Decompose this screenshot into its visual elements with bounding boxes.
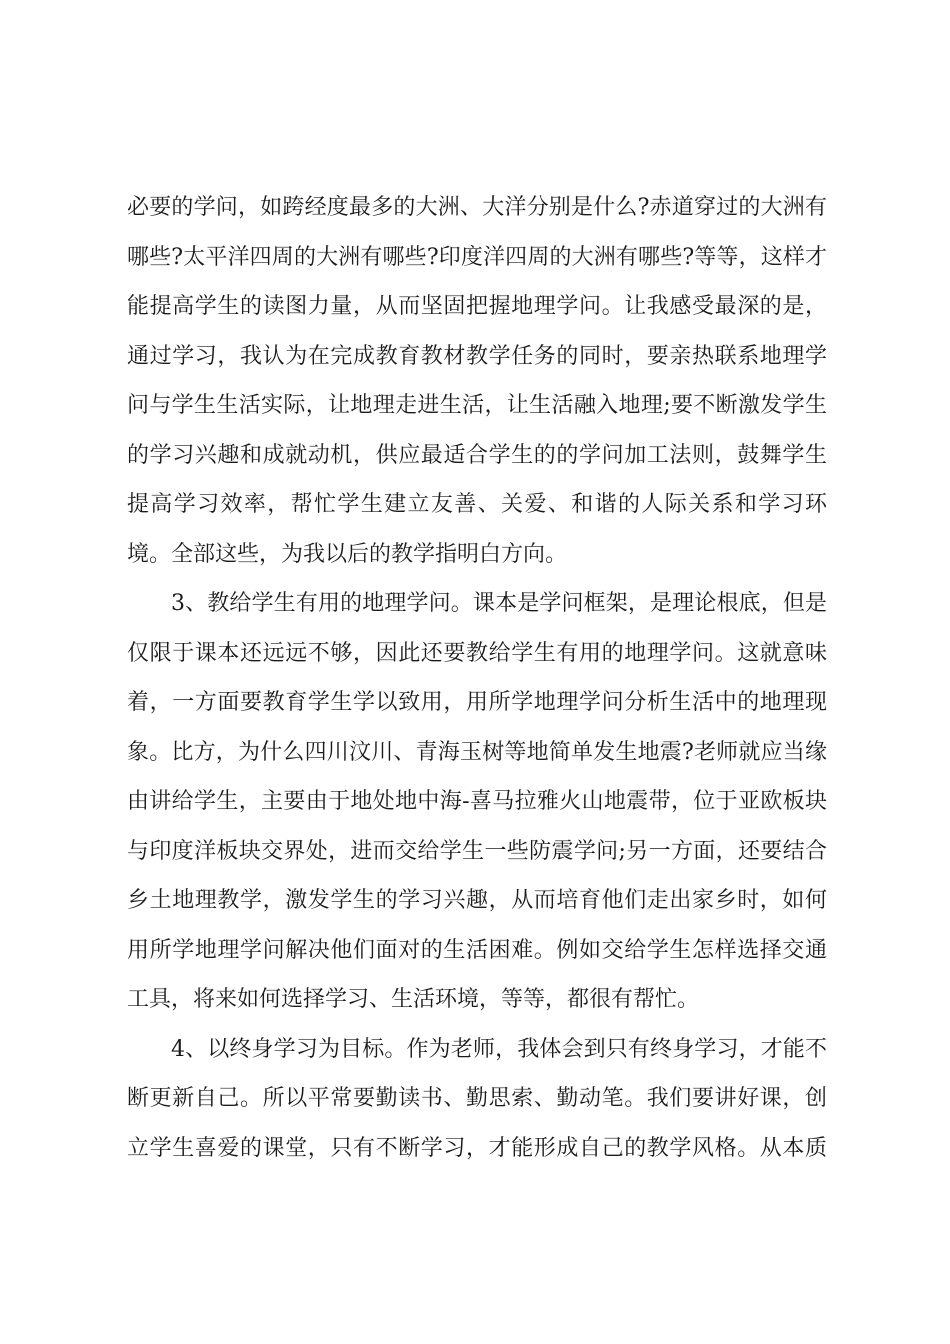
paragraph-end-line: 工具，将来如何选择学习、生活环境，等等，都很有帮忙。 xyxy=(127,987,700,1012)
paragraph-3-first-line: 3、教给学生有用的地理学问。课本是学问框架，是理论根底，但是 xyxy=(171,591,827,616)
text-line: 与印度洋板块交界处，进而交给学生一些防震学问;另一方面，还要结合 xyxy=(127,838,827,864)
text-line: 必要的学问，如跨经度最多的大洲、大洋分别是什么?赤道穿过的大洲有 xyxy=(127,195,827,220)
text-line: 乡土地理教学，激发学生的学习兴趣，从而培育他们走出家乡时，如何 xyxy=(127,888,827,913)
text-line: 的学习兴趣和成就动机，供应最适合学生的的学问加工法则，鼓舞学生 xyxy=(127,442,827,468)
text-line: 象。比方，为什么四川汶川、青海玉树等地简单发生地震?老师就应当缘 xyxy=(127,739,827,765)
text-line: 问与学生生活实际，让地理走进生活，让生活融入地理;要不断激发学生 xyxy=(127,393,827,418)
paragraph-end-line: 境。全部这些，为我以后的教学指明白方向。 xyxy=(127,541,568,567)
text-line: 由讲给学生，主要由于地处地中海-喜马拉雅火山地震带，位于亚欧板块 xyxy=(127,789,827,814)
text-line: 能提高学生的读图力量，从而坚固把握地理学问。让我感受最深的是， xyxy=(127,294,827,319)
text-line: 断更新自己。所以平常要勤读书、勤思索、勤动笔。我们要讲好课，创 xyxy=(127,1086,827,1111)
paragraph-4-first-line: 4、以终身学习为目标。作为老师，我体会到只有终身学习，才能不 xyxy=(171,1036,827,1062)
text-line: 通过学习，我认为在完成教育教材教学任务的同时，要亲热联系地理学 xyxy=(127,343,827,369)
text-line: 用所学地理学问解决他们面对的生活困难。例如交给学生怎样选择交通 xyxy=(127,937,827,963)
text-line: 立学生喜爱的课堂，只有不断学习，才能形成自己的教学风格。从本质 xyxy=(127,1135,827,1161)
text-line: 哪些?太平洋四周的大洲有哪些?印度洋四周的大洲有哪些?等等，这样才 xyxy=(127,244,827,270)
text-line: 着，一方面要教育学生学以致用，用所学地理学问分析生活中的地理现 xyxy=(127,690,827,715)
body-text xyxy=(127,183,827,1173)
text-line: 提高学习效率，帮忙学生建立友善、关爱、和谐的人际关系和学习环 xyxy=(127,492,827,517)
text-line: 仅限于课本还远远不够，因此还要教给学生有用的地理学问。这就意味 xyxy=(127,640,827,666)
